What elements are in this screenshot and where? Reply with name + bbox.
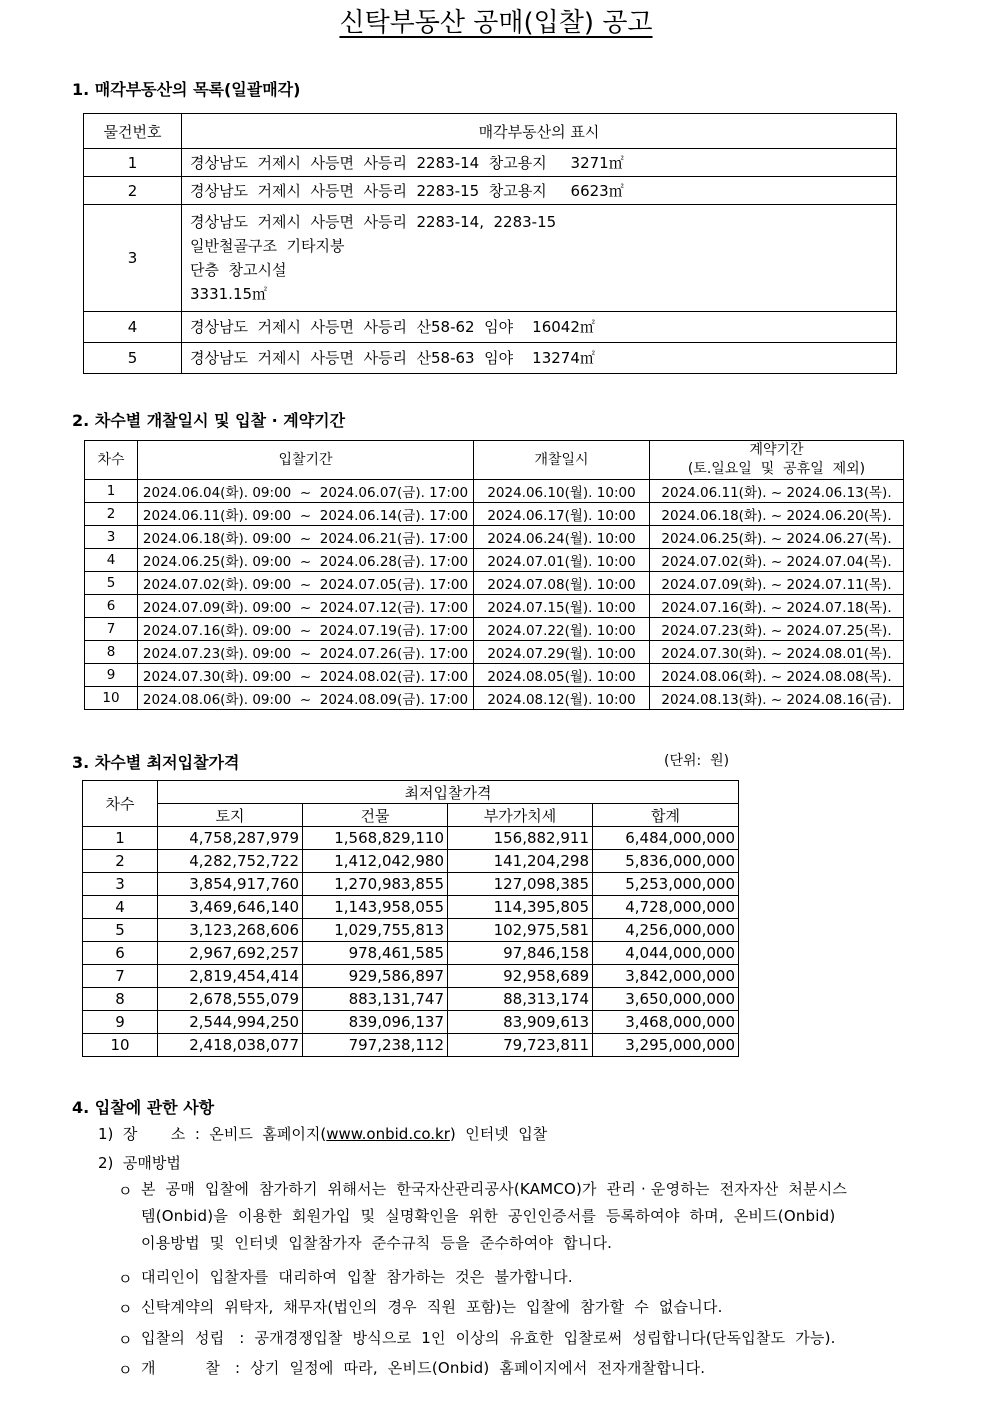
- round-cell: 7: [85, 618, 138, 641]
- contract-cell: 2024.07.16(화). ~ 2024.07.18(목).: [650, 595, 904, 618]
- schedule-row: [85, 480, 904, 503]
- building-cell: 1,029,755,813: [303, 919, 448, 942]
- building-cell: 1,412,042,980: [303, 850, 448, 873]
- building-cell: 839,096,137: [303, 1011, 448, 1034]
- contract-cell: 2024.08.06(화). ~ 2024.08.08(목).: [650, 664, 904, 687]
- vat-cell: 79,723,811: [448, 1034, 593, 1057]
- method-line: 2) 공매방법: [98, 1154, 181, 1172]
- building-cell: 1,270,983,855: [303, 873, 448, 896]
- item-desc: 경상남도 거제시 사등면 사등리 산58-62 임야 16042㎡: [182, 312, 897, 343]
- round-cell: 5: [85, 572, 138, 595]
- header-min-price: 최저입찰가격: [158, 781, 739, 804]
- schedule-row: [85, 664, 904, 687]
- contract-cell: 2024.06.25(화). ~ 2024.06.27(목).: [650, 526, 904, 549]
- opening-cell: 2024.07.22(월). 10:00: [474, 618, 650, 641]
- bullet-text: 입찰의 성립 : 공개경쟁입찰 방식으로 1인 이상의 유효한 입찰로써 성립합니다(단독입찰도 가능).: [141, 1329, 836, 1347]
- total-cell: 4,728,000,000: [593, 896, 739, 919]
- vat-cell: 141,204,298: [448, 850, 593, 873]
- bid-period-cell: 2024.07.02(화). 09:00 ~ 2024.07.05(금). 17:00: [138, 572, 474, 595]
- opening-cell: 2024.07.29(월). 10:00: [474, 641, 650, 664]
- round-cell: 6: [83, 942, 158, 965]
- building-cell: 978,461,585: [303, 942, 448, 965]
- land-cell: 2,967,692,257: [158, 942, 303, 965]
- bullet-icon: ㅇ: [118, 1331, 133, 1349]
- round-cell: 1: [83, 827, 158, 850]
- bullet-icon: ㅇ: [118, 1182, 133, 1200]
- price-row: [83, 919, 739, 942]
- header-item-no: 물건번호: [84, 114, 182, 149]
- price-row: [83, 827, 739, 850]
- bid-period-cell: 2024.06.18(화). 09:00 ~ 2024.06.21(금). 17:00: [138, 526, 474, 549]
- round-cell: 3: [83, 873, 158, 896]
- bid-period-cell: 2024.07.30(화). 09:00 ~ 2024.08.02(금). 17:00: [138, 664, 474, 687]
- price-row: [83, 896, 739, 919]
- round-cell: 8: [83, 988, 158, 1011]
- building-cell: 929,586,897: [303, 965, 448, 988]
- price-row: [83, 965, 739, 988]
- bid-period-cell: 2024.06.11(화). 09:00 ~ 2024.06.14(금). 17:00: [138, 503, 474, 526]
- land-cell: 2,819,454,414: [158, 965, 303, 988]
- bid-period-cell: 2024.07.23(화). 09:00 ~ 2024.07.26(금). 17:00: [138, 641, 474, 664]
- contract-cell: 2024.07.09(화). ~ 2024.07.11(목).: [650, 572, 904, 595]
- section2-heading: 2. 차수별 개찰일시 및 입찰 · 계약기간: [72, 411, 346, 430]
- opening-cell: 2024.08.05(월). 10:00: [474, 664, 650, 687]
- item-no: 5: [84, 343, 182, 374]
- building-cell: 883,131,747: [303, 988, 448, 1011]
- building-cell: 1,143,958,055: [303, 896, 448, 919]
- land-cell: 4,282,752,722: [158, 850, 303, 873]
- section3-heading: 3. 차수별 최저입찰가격: [72, 753, 240, 772]
- round-cell: 1: [85, 480, 138, 503]
- price-row: [83, 1011, 739, 1034]
- opening-cell: 2024.07.01(월). 10:00: [474, 549, 650, 572]
- bullet-text: 신탁계약의 위탁자, 채무자(법인의 경우 직원 포함)는 입찰에 참가할 수 없습니다.: [141, 1298, 723, 1316]
- schedule-row: [85, 549, 904, 572]
- header-bid-period: 입찰기간: [138, 441, 474, 480]
- onbid-link[interactable]: www.onbid.co.kr: [326, 1125, 450, 1143]
- building-cell: 797,238,112: [303, 1034, 448, 1057]
- price-row: [83, 1034, 739, 1057]
- vat-cell: 156,882,911: [448, 827, 593, 850]
- header-round: 차수: [83, 781, 158, 827]
- bid-period-cell: 2024.06.25(화). 09:00 ~ 2024.06.28(금). 17:00: [138, 549, 474, 572]
- total-cell: 3,468,000,000: [593, 1011, 739, 1034]
- header-building: 건물: [303, 804, 448, 827]
- total-cell: 3,650,000,000: [593, 988, 739, 1011]
- schedule-row: [85, 595, 904, 618]
- contract-cell: 2024.06.11(화). ~ 2024.06.13(목).: [650, 480, 904, 503]
- total-cell: 6,484,000,000: [593, 827, 739, 850]
- header-round: 차수: [85, 441, 138, 480]
- vat-cell: 88,313,174: [448, 988, 593, 1011]
- round-cell: 2: [85, 503, 138, 526]
- bullet-icon: ㅇ: [118, 1270, 133, 1288]
- location-line: 1) 장 소 : 온비드 홈페이지(www.onbid.co.kr) 인터넷 입찰: [98, 1125, 548, 1143]
- property-list-table: [83, 113, 897, 374]
- vat-cell: 114,395,805: [448, 896, 593, 919]
- bid-period-cell: 2024.07.16(화). 09:00 ~ 2024.07.19(금). 17:00: [138, 618, 474, 641]
- vat-cell: 92,958,689: [448, 965, 593, 988]
- schedule-row: [85, 572, 904, 595]
- contract-cell: 2024.07.23(화). ~ 2024.07.25(목).: [650, 618, 904, 641]
- round-cell: 4: [83, 896, 158, 919]
- unit-label: (단위: 원): [664, 753, 730, 769]
- total-cell: 5,253,000,000: [593, 873, 739, 896]
- opening-cell: 2024.07.08(월). 10:00: [474, 572, 650, 595]
- item-no: 2: [84, 177, 182, 205]
- round-cell: 9: [83, 1011, 158, 1034]
- vat-cell: 83,909,613: [448, 1011, 593, 1034]
- item-no: 3: [84, 205, 182, 312]
- bid-period-cell: 2024.07.09(화). 09:00 ~ 2024.07.12(금). 17:00: [138, 595, 474, 618]
- opening-cell: 2024.06.10(월). 10:00: [474, 480, 650, 503]
- opening-cell: 2024.07.15(월). 10:00: [474, 595, 650, 618]
- schedule-row: [85, 618, 904, 641]
- bid-period-cell: 2024.08.06(화). 09:00 ~ 2024.08.09(금). 17:00: [138, 687, 474, 710]
- item-desc: 경상남도 거제시 사등면 사등리 2283-14, 2283-15 일반철골구조 기타지붕 단층 창고시설 3331.15㎡: [182, 205, 897, 312]
- vat-cell: 102,975,581: [448, 919, 593, 942]
- bullet-text: 개 찰 : 상기 일정에 따라, 온비드(Onbid) 홈페이지에서 전자개찰합니다.: [141, 1359, 706, 1377]
- contract-cell: 2024.06.18(화). ~ 2024.06.20(목).: [650, 503, 904, 526]
- total-cell: 4,044,000,000: [593, 942, 739, 965]
- total-cell: 3,295,000,000: [593, 1034, 739, 1057]
- min-price-table: [82, 780, 739, 1057]
- total-cell: 5,836,000,000: [593, 850, 739, 873]
- opening-cell: 2024.06.17(월). 10:00: [474, 503, 650, 526]
- item-no: 4: [84, 312, 182, 343]
- price-row: [83, 873, 739, 896]
- price-row: [83, 850, 739, 873]
- land-cell: 3,469,646,140: [158, 896, 303, 919]
- round-cell: 3: [85, 526, 138, 549]
- item-desc: 경상남도 거제시 사등면 사등리 2283-14 창고용지 3271㎡: [182, 149, 897, 177]
- round-cell: 2: [83, 850, 158, 873]
- round-cell: 4: [85, 549, 138, 572]
- bullet-icon: ㅇ: [118, 1361, 133, 1379]
- round-cell: 10: [85, 687, 138, 710]
- header-property: 매각부동산의 표시: [182, 114, 897, 149]
- item-desc: 경상남도 거제시 사등면 사등리 산58-63 임야 13274㎡: [182, 343, 897, 374]
- opening-cell: 2024.06.24(월). 10:00: [474, 526, 650, 549]
- contract-cell: 2024.07.30(화). ~ 2024.08.01(목).: [650, 641, 904, 664]
- opening-cell: 2024.08.12(월). 10:00: [474, 687, 650, 710]
- page-title: 신탁부동산 공매(입찰) 공고: [339, 8, 653, 38]
- round-cell: 9: [85, 664, 138, 687]
- total-cell: 3,842,000,000: [593, 965, 739, 988]
- land-cell: 2,544,994,250: [158, 1011, 303, 1034]
- schedule-row: [85, 687, 904, 710]
- schedule-table: [84, 440, 904, 710]
- total-cell: 4,256,000,000: [593, 919, 739, 942]
- contract-cell: 2024.08.13(화). ~ 2024.08.16(금).: [650, 687, 904, 710]
- schedule-row: [85, 526, 904, 549]
- round-cell: 5: [83, 919, 158, 942]
- round-cell: 7: [83, 965, 158, 988]
- header-contract-period: 계약기간 (토.일요일 및 공휴일 제외): [650, 441, 904, 480]
- header-vat: 부가가치세: [448, 804, 593, 827]
- header-opening: 개찰일시: [474, 441, 650, 480]
- header-total: 합계: [593, 804, 739, 827]
- price-row: [83, 988, 739, 1011]
- contract-cell: 2024.07.02(화). ~ 2024.07.04(목).: [650, 549, 904, 572]
- vat-cell: 127,098,385: [448, 873, 593, 896]
- bullet-text: 대리인이 입찰자를 대리하여 입찰 참가하는 것은 불가합니다.: [141, 1268, 573, 1286]
- item-no: 1: [84, 149, 182, 177]
- price-row: [83, 942, 739, 965]
- section1-heading: 1. 매각부동산의 목록(일괄매각): [72, 80, 301, 99]
- round-cell: 10: [83, 1034, 158, 1057]
- land-cell: 3,854,917,760: [158, 873, 303, 896]
- bullet-text: 본 공매 입찰에 참가하기 위해서는 한국자산관리공사(KAMCO)가 관리 · 운영하는 전자자산 처분시스 템(Onbid)을 이용한 회원가입 및 실명확인을 위한 공인인증서를 등록하여야 하며, 온비드(Onbid) 이용방법 및 인터넷 입찰참가자 준수규칙 등을 준수하여야 합니다.: [141, 1180, 848, 1252]
- item-desc: 경상남도 거제시 사등면 사등리 2283-15 창고용지 6623㎡: [182, 177, 897, 205]
- land-cell: 4,758,287,979: [158, 827, 303, 850]
- schedule-row: [85, 641, 904, 664]
- header-land: 토지: [158, 804, 303, 827]
- building-cell: 1,568,829,110: [303, 827, 448, 850]
- bullet-icon: ㅇ: [118, 1300, 133, 1318]
- round-cell: 8: [85, 641, 138, 664]
- land-cell: 3,123,268,606: [158, 919, 303, 942]
- vat-cell: 97,846,158: [448, 942, 593, 965]
- land-cell: 2,418,038,077: [158, 1034, 303, 1057]
- section4-heading: 4. 입찰에 관한 사항: [72, 1098, 215, 1117]
- round-cell: 6: [85, 595, 138, 618]
- bid-period-cell: 2024.06.04(화). 09:00 ~ 2024.06.07(금). 17:00: [138, 480, 474, 503]
- schedule-row: [85, 503, 904, 526]
- land-cell: 2,678,555,079: [158, 988, 303, 1011]
